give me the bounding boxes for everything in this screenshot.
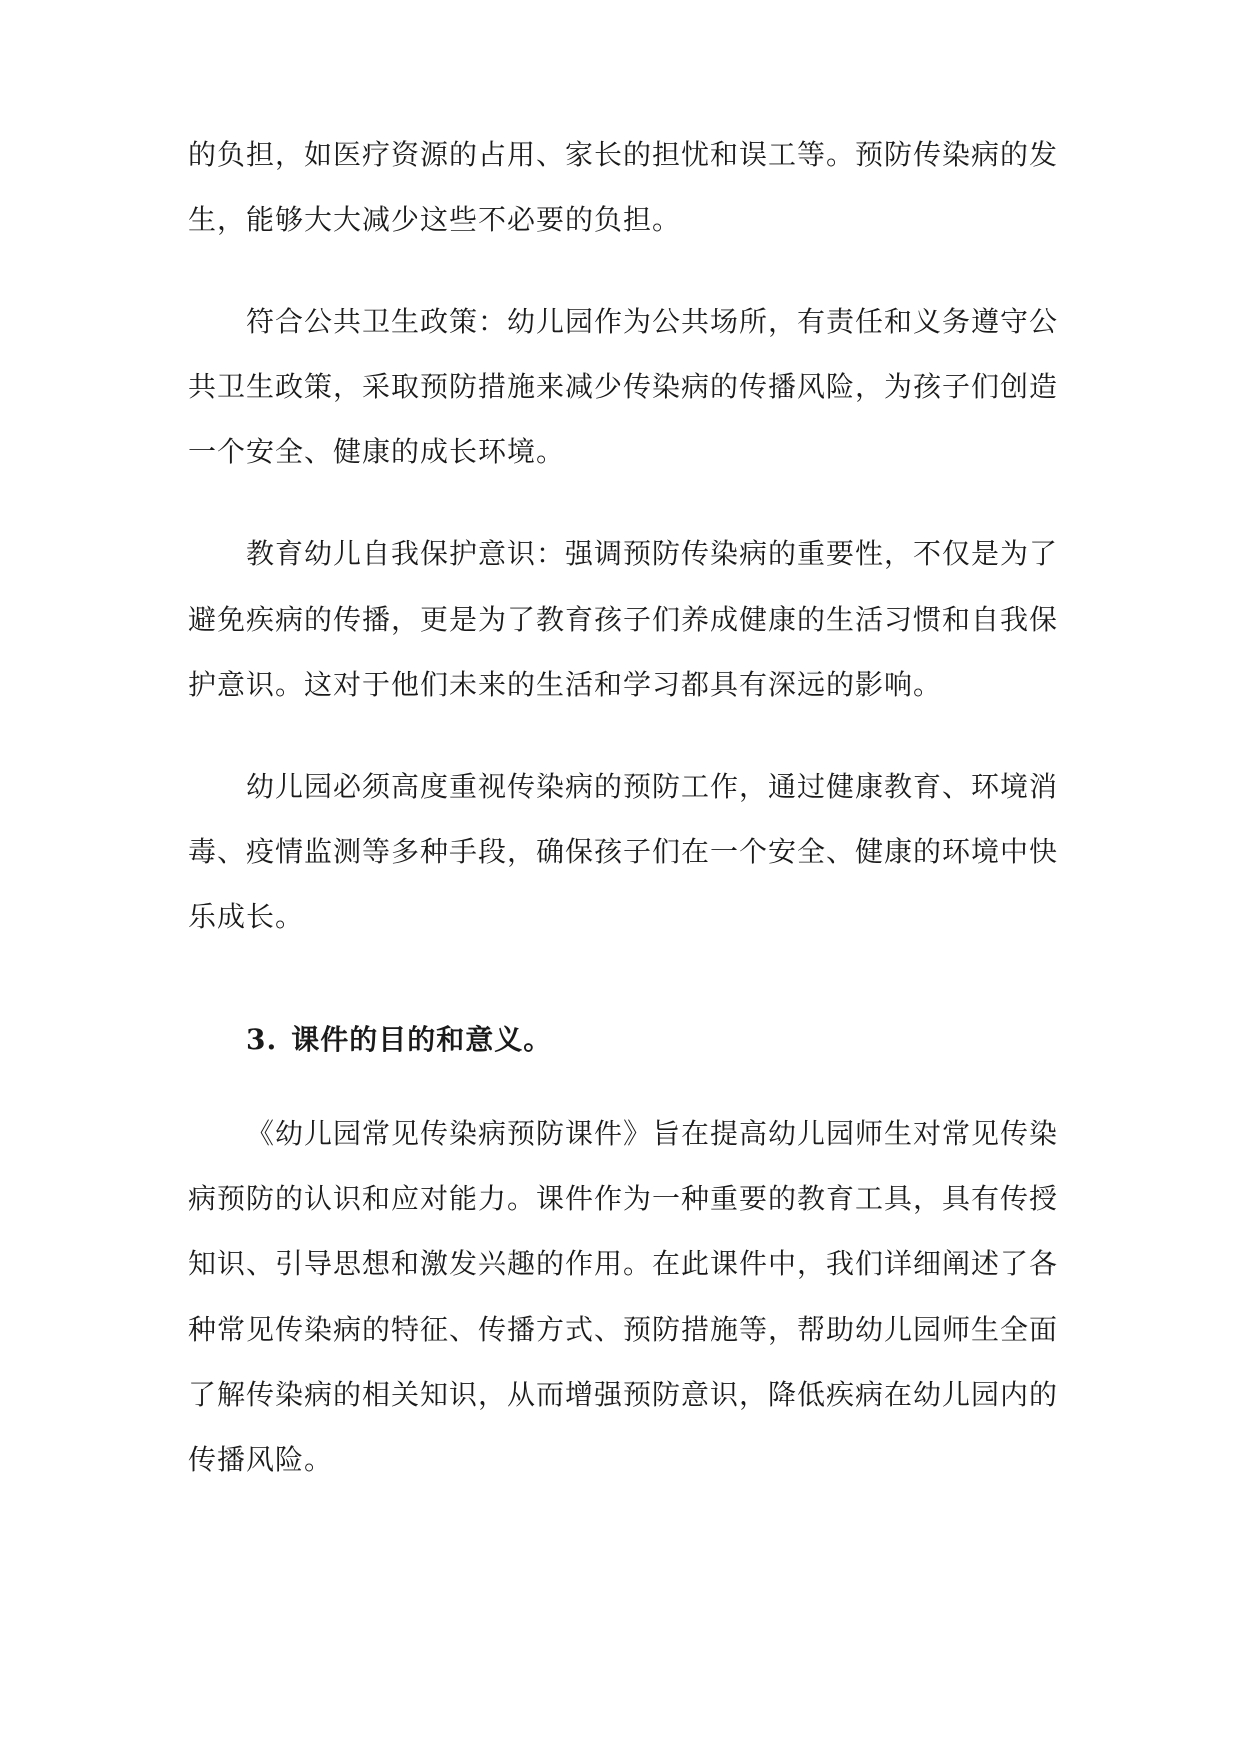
paragraph-2-line-1: 符合公共卫生政策：幼儿园作为公共场所，有责任和义务遵守公 bbox=[246, 305, 1059, 338]
paragraph-5-line-4: 种常见传染病的特征、传播方式、预防措施等，帮助幼儿园师生全面 bbox=[188, 1313, 1059, 1346]
paragraph-2-line-2: 共卫生政策，采取预防措施来减少传染病的传播风险，为孩子们创造 bbox=[188, 370, 1059, 403]
paragraph-3-line-3: 护意识。这对于他们未来的生活和学习都具有深远的影响。 bbox=[188, 668, 943, 701]
paragraph-4-line-1: 幼儿园必须高度重视传染病的预防工作，通过健康教育、环境消 bbox=[246, 770, 1059, 803]
paragraph-5-line-6: 传播风险。 bbox=[188, 1443, 334, 1476]
paragraph-5-line-1: 《幼儿园常见传染病预防课件》旨在提高幼儿园师生对常见传染 bbox=[246, 1117, 1059, 1150]
paragraph-2-line-3: 一个安全、健康的成长环境。 bbox=[188, 435, 566, 468]
paragraph-4-line-2: 毒、疫情监测等多种手段，确保孩子们在一个安全、健康的环境中快 bbox=[188, 835, 1059, 868]
section-heading bbox=[246, 1020, 552, 1060]
paragraph-5-line-2: 病预防的认识和应对能力。课件作为一种重要的教育工具，具有传授 bbox=[188, 1182, 1059, 1215]
paragraph-5-line-5: 了解传染病的相关知识，从而增强预防意识，降低疾病在幼儿园内的 bbox=[188, 1378, 1059, 1411]
paragraph-3-line-2: 避免疾病的传播，更是为了教育孩子们养成健康的生活习惯和自我保 bbox=[188, 603, 1059, 636]
paragraph-1-line-1: 的负担，如医疗资源的占用、家长的担忧和误工等。预防传染病的发 bbox=[188, 138, 1059, 171]
paragraph-3-line-1: 教育幼儿自我保护意识：强调预防传染病的重要性，不仅是为了 bbox=[246, 537, 1059, 570]
paragraph-4-line-3: 乐成长。 bbox=[188, 900, 305, 933]
paragraph-5-line-3: 知识、引导思想和激发兴趣的作用。在此课件中，我们详细阐述了各 bbox=[188, 1247, 1059, 1280]
section-heading-text: 课件的目的和意义。 bbox=[291, 1023, 553, 1056]
section-heading-number: 3. bbox=[246, 1023, 278, 1056]
paragraph-1-line-2: 生，能够大大减少这些不必要的负担。 bbox=[188, 203, 682, 236]
